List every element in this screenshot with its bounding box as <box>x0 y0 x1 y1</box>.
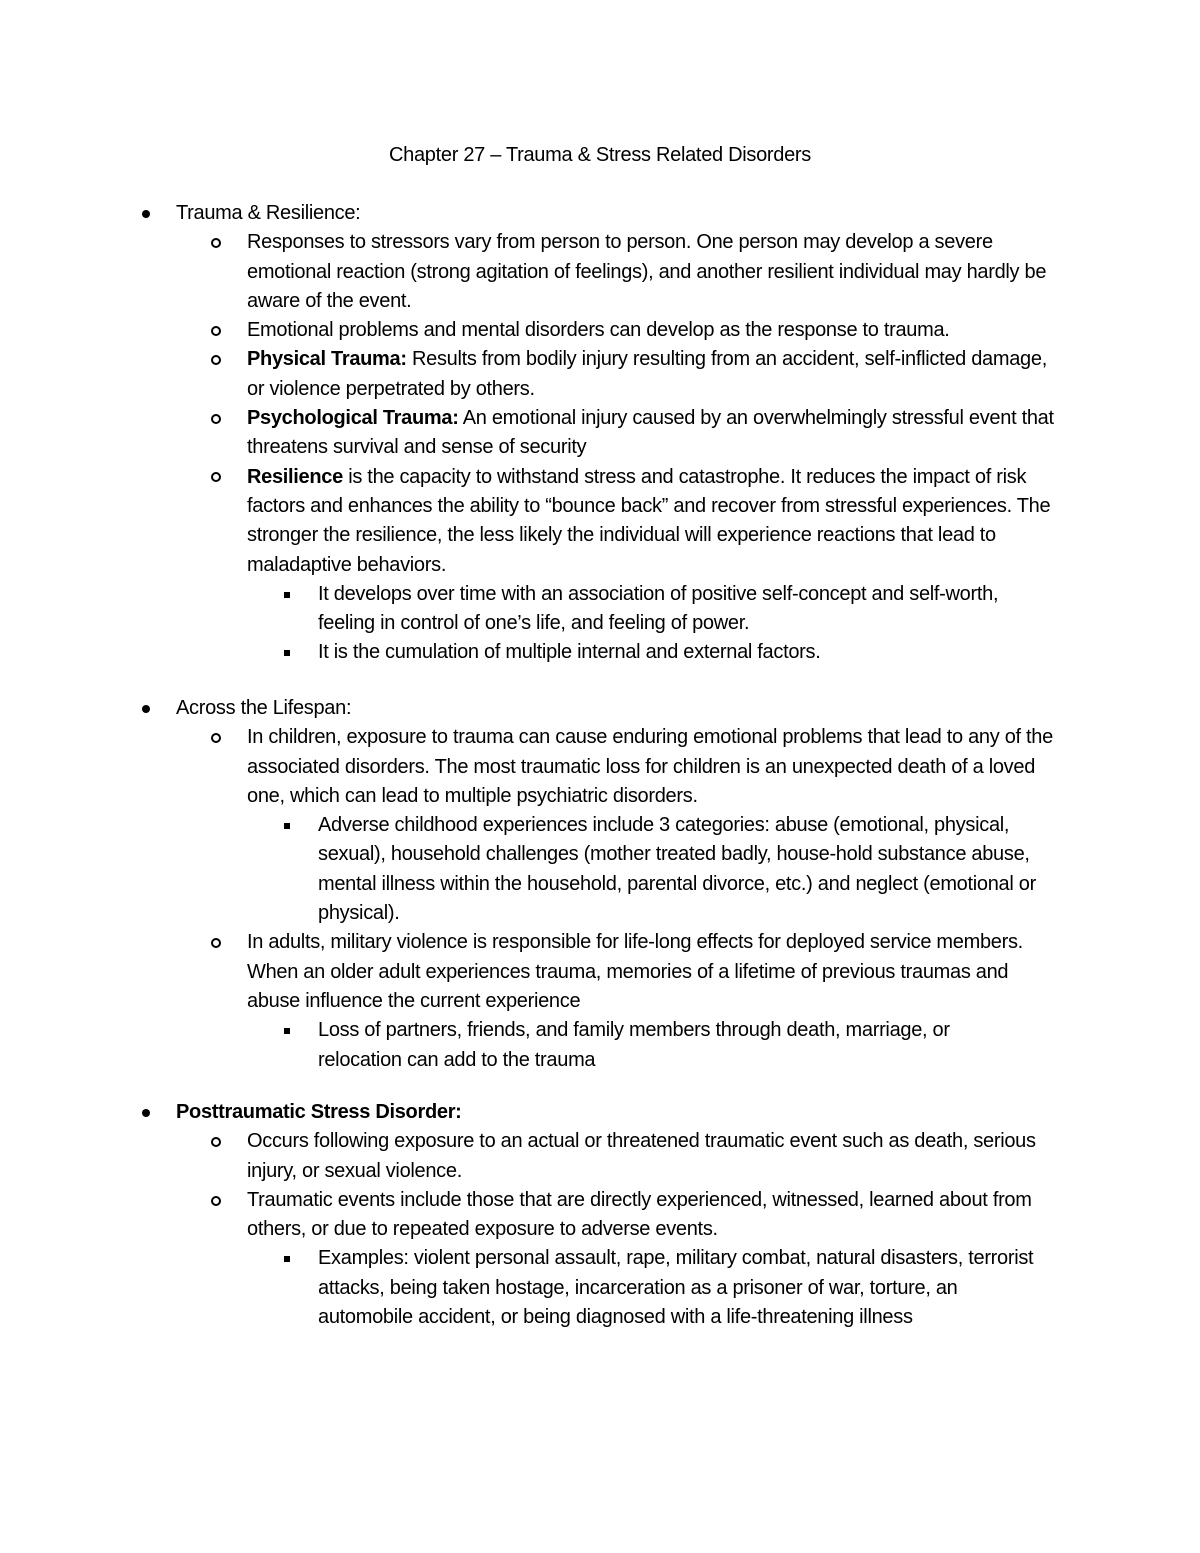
filled-bullet-icon <box>138 1098 154 1127</box>
section-heading: Trauma & Resilience: <box>0 199 1200 228</box>
hollow-bullet-icon <box>208 928 224 957</box>
list-item: Responses to stressors vary from person to person. One person may develop a severe emotional reaction (strong agitation of feelings), and another resilient individual may hardly be aware of the event. <box>0 228 1057 316</box>
section-ptsd <box>0 1098 1200 1332</box>
square-bullet-icon <box>280 1244 294 1273</box>
list-item: Traumatic events include those that are directly experienced, witnessed, learned about from others, or due to repeated exposure to adverse events. <box>0 1186 1057 1245</box>
sub-list-item: It develops over time with an association of positive self-concept and self-worth, feeling in control of one’s life, and feeling of power. <box>0 580 1038 639</box>
square-bullet-icon <box>280 580 294 609</box>
term: Resilience <box>247 465 343 488</box>
hollow-bullet-icon <box>208 463 224 492</box>
hollow-bullet-icon <box>208 316 224 345</box>
list-item: Psychological Trauma: An emotional injury caused by an overwhelmingly stressful event that threatens survival and sense of security <box>0 404 1057 463</box>
sub-list-item: Adverse childhood experiences include 3 categories: abuse (emotional, physical, sexual), household challenges (mother treated badly, house-hold substance abuse, mental illness within the household, parental divorce, etc.) and neglect (emotional or physical). <box>0 811 1038 928</box>
list-item: Emotional problems and mental disorders can develop as the response to trauma. <box>0 316 1057 345</box>
term: Physical Trauma: <box>247 348 407 371</box>
section-heading: Across the Lifespan: <box>0 694 1200 723</box>
hollow-bullet-icon <box>208 345 224 374</box>
list-item: Physical Trauma: Results from bodily injury resulting from an accident, self-inflicted damage, or violence perpetrated by others. <box>0 345 1057 404</box>
square-bullet-icon <box>280 1016 294 1045</box>
hollow-bullet-icon <box>208 404 224 433</box>
list-item: Resilience is the capacity to withstand stress and catastrophe. It reduces the impact of risk factors and enhances the ability to “bounce back” and recover from stressful experiences. The stronger the resilience, the less likely the individual will experience reactions that lead to maladaptive behaviors. <box>0 463 1057 580</box>
sub-list-item: Loss of partners, friends, and family members through death, marriage, or relocation can add to the trauma <box>0 1016 1038 1075</box>
section-heading: Posttraumatic Stress Disorder: <box>0 1098 1200 1127</box>
list-item: Occurs following exposure to an actual or threatened traumatic event such as death, serious injury, or sexual violence. <box>0 1127 1057 1186</box>
square-bullet-icon <box>280 638 294 667</box>
section-trauma-resilience <box>0 199 1200 668</box>
hollow-bullet-icon <box>208 228 224 257</box>
hollow-bullet-icon <box>208 1127 224 1156</box>
sub-list-item: Examples: violent personal assault, rape, military combat, natural disasters, terrorist attacks, being taken hostage, incarceration as a prisoner of war, torture, an automobile accident, or being diagnosed with a life-threatening illness <box>0 1244 1038 1332</box>
sub-list-item: It is the cumulation of multiple internal and external factors. <box>0 638 1038 667</box>
filled-bullet-icon <box>138 199 154 228</box>
list-item: In children, exposure to trauma can cause enduring emotional problems that lead to any of the associated disorders. The most traumatic loss for children is an unexpected death of a loved one, which can lead to multiple psychiatric disorders. <box>0 723 1057 811</box>
hollow-bullet-icon <box>208 723 224 752</box>
filled-bullet-icon <box>138 694 154 723</box>
square-bullet-icon <box>280 811 294 840</box>
section-across-lifespan <box>0 694 1200 1075</box>
list-item: In adults, military violence is responsible for life-long effects for deployed service members. When an older adult experiences trauma, memories of a lifetime of previous traumas and abuse influence the current experience <box>0 928 1057 1016</box>
page-title: Chapter 27 – Trauma & Stress Related Disorders <box>389 144 811 166</box>
hollow-bullet-icon <box>208 1186 224 1215</box>
term: Psychological Trauma: <box>247 407 459 430</box>
